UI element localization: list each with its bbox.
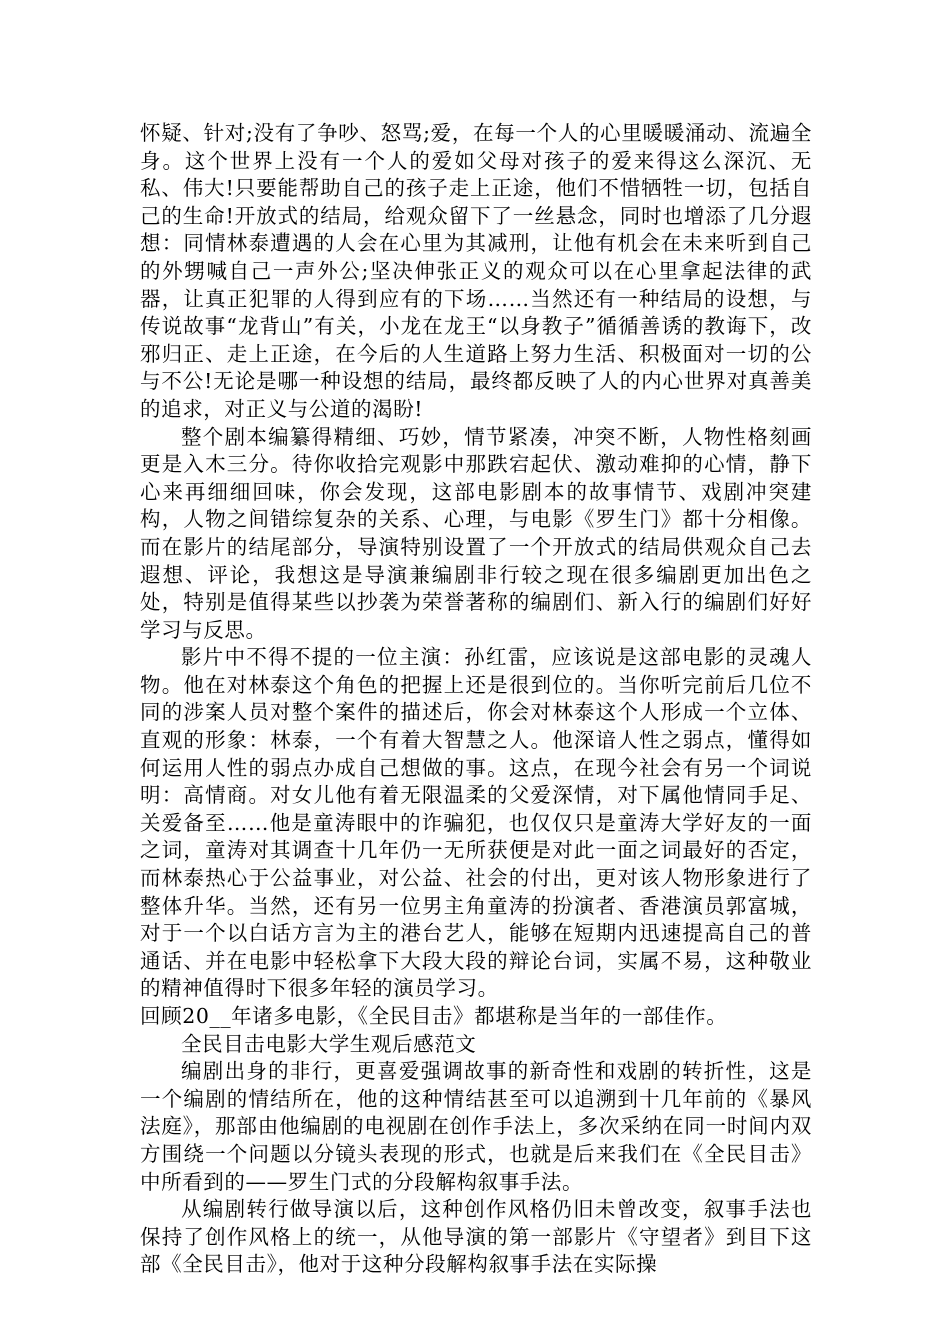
paragraph-continuation: 怀疑、针对;没有了争吵、怒骂;爱，在每一个人的心里暖暖涌动、流遍全身。这个世界上没有一个人的爱如父母对孩子的爱来得这么深沉、无私、伟大!只要能帮助自己的孩子走上正途，他们不惜牺牲一切，包括自己的生命!开放式的结局，给观众留下了一丝悬念，同时也增添了几分遐想：同情林泰遭遇的人会在心里为其减刑，让他有机会在未来听到自己的外甥喊自己一声外公;坚决伸张正义的观众可以在心里拿起法律的武器，让真正犯罪的人得到应有的下场……当然还有一种结局的设想，与传说故事“龙背山”有关，小龙在龙王“以身教子”循循善诱的教诲下，改邪归正、走上正途，在今后的人生道路上努力生活、积极面对一切的公与不公!无论是哪一种设想的结局，最终都反映了人的内心世界对真善美的追求，对正义与公道的渴盼! xyxy=(140,121,812,421)
paragraph-script-analysis: 整个剧本编纂得精细、巧妙，情节紧凑，冲突不断，人物性格刻画更是入木三分。待你收拾完观影中那跌宕起伏、激动难抑的心情，静下心来再细细回味，你会发现，这部电影剧本的故事情节、戏剧冲突建构，人物之间错综复杂的关系、心理，与电影《罗生门》都十分相像。而在影片的结尾部分，导演特别设置了一个开放式的结局供观众自己去遐想、评论，我想这是导演兼编剧非行较之现在很多编剧更加出色之处，特别是值得某些以抄袭为荣誉著称的编剧们、新入行的编剧们好好学习与反思。 xyxy=(140,424,812,642)
paragraph-screenwriter: 编剧出身的非行，更喜爱强调故事的新奇性和戏剧的转折性，这是一个编剧的情结所在，他的这种情结甚至可以追溯到十几年前的《暴风法庭》，那部由他编剧的电视剧在创作手法上，多次采纳在同一时间内双方围绕一个问题以分镜头表现的形式，也就是后来我们在《全民目击》中所看到的——罗生门式的分段解构叙事手法。 xyxy=(140,1059,812,1194)
paragraph-review-summary: 回顾20__年诸多电影，《全民目击》都堪称是当年的一部佳作。 xyxy=(140,1004,728,1028)
paragraph-director-style: 从编剧转行做导演以后，这种创作风格仍旧未曾改变，叙事手法也保持了创作风格上的统一，从他导演的第一部影片《守望者》到目下这部《全民目击》，他对于这种分段解构叙事手法在实际操 xyxy=(140,1197,812,1277)
section-heading: 全民目击电影大学生观后感范文 xyxy=(181,1031,477,1056)
body-text xyxy=(140,120,812,1279)
paragraph-lead-actor: 影片中不得不提的一位主演：孙红雷，应该说是这部电影的灵魂人物。他在对林泰这个角色的把握上还是很到位的。当你听完前后几位不同的涉案人员对整个案件的描述后，你会对林泰这个人形成一个立体、直观的形象：林泰，一个有着大智慧之人。他深谙人性之弱点，懂得如何运用人性的弱点办成自己想做的事。这点，在现今社会有另一个词说明：高情商。对女儿他有着无限温柔的父爱深情，对下属他情同手足、关爱备至……他是童涛眼中的诈骗犯，也仅仅只是童涛大学好友的一面之词，童涛对其调查十几年仍一无所获便是对此一面之词最好的否定，而林泰热心于公益事业，对公益、社会的付出，更对该人物形象进行了整体升华。当然，还有另一位男主角童涛的扮演者、香港演员郭富城，对于一个以白话方言为主的港台艺人，能够在短期内迅速提高自己的普通话、并在电影中轻松拿下大段大段的辩论台词，实属不易，这种敬业的精神值得时下很多年轻的演员学习。 xyxy=(140,645,812,1001)
